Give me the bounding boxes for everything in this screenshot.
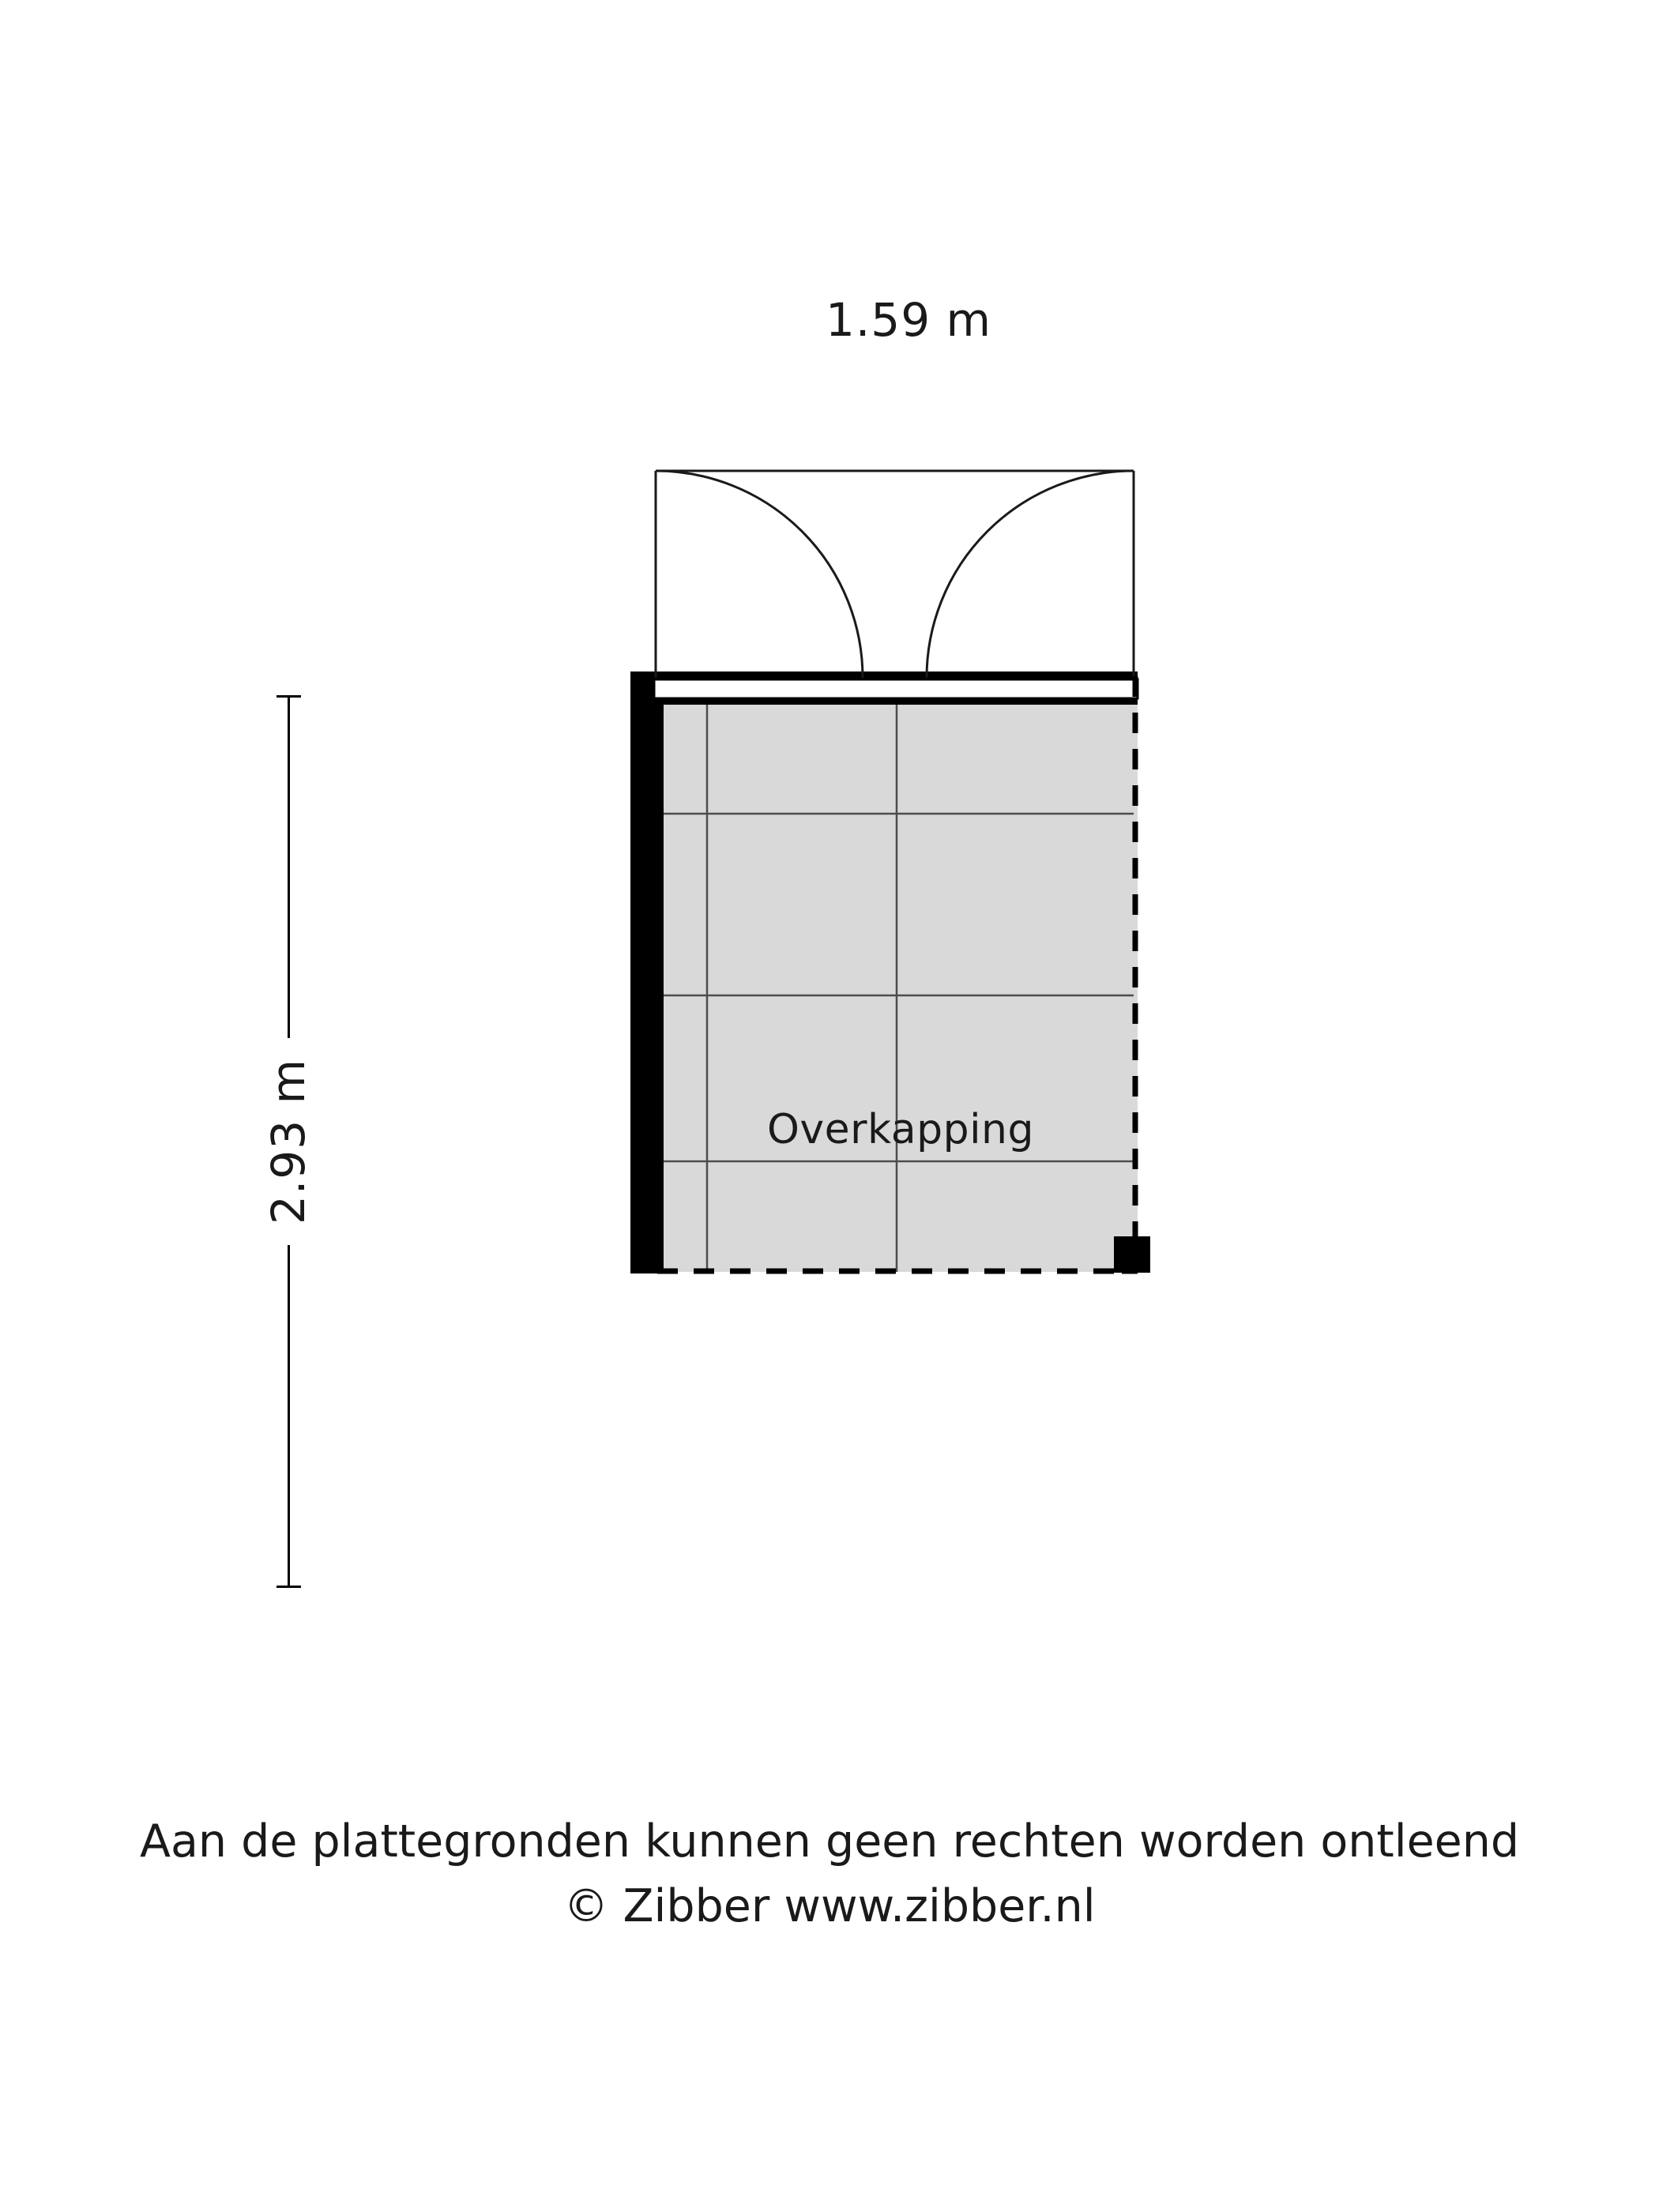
dimension-height-label <box>261 747 316 1537</box>
footer <box>0 1809 1659 1939</box>
dimension-width-label <box>660 292 1157 348</box>
footer-disclaimer: Aan de plattegronden kunnen geen rechten worden ontleend <box>139 1815 1520 1868</box>
corner-post <box>1114 1236 1150 1273</box>
door-frame-top <box>630 672 1138 705</box>
footer-copyright: © Zibber www.zibber.nl <box>563 1880 1096 1932</box>
dimension-height-value: 2.93 m <box>261 1038 315 1245</box>
dimension-width-value: 1.59 m <box>805 293 1012 347</box>
dimension-height <box>237 695 340 1588</box>
dimension-height-tick-bottom <box>276 1586 301 1588</box>
wall-left <box>630 672 664 1273</box>
floor-area <box>664 687 1138 1272</box>
dimension-height-tick-top <box>276 695 301 698</box>
door-swing-double <box>656 471 1134 678</box>
plan-drawing <box>616 458 1185 1612</box>
room-label: Overkapping <box>766 1106 1035 1153</box>
dimension-width <box>660 292 1157 348</box>
